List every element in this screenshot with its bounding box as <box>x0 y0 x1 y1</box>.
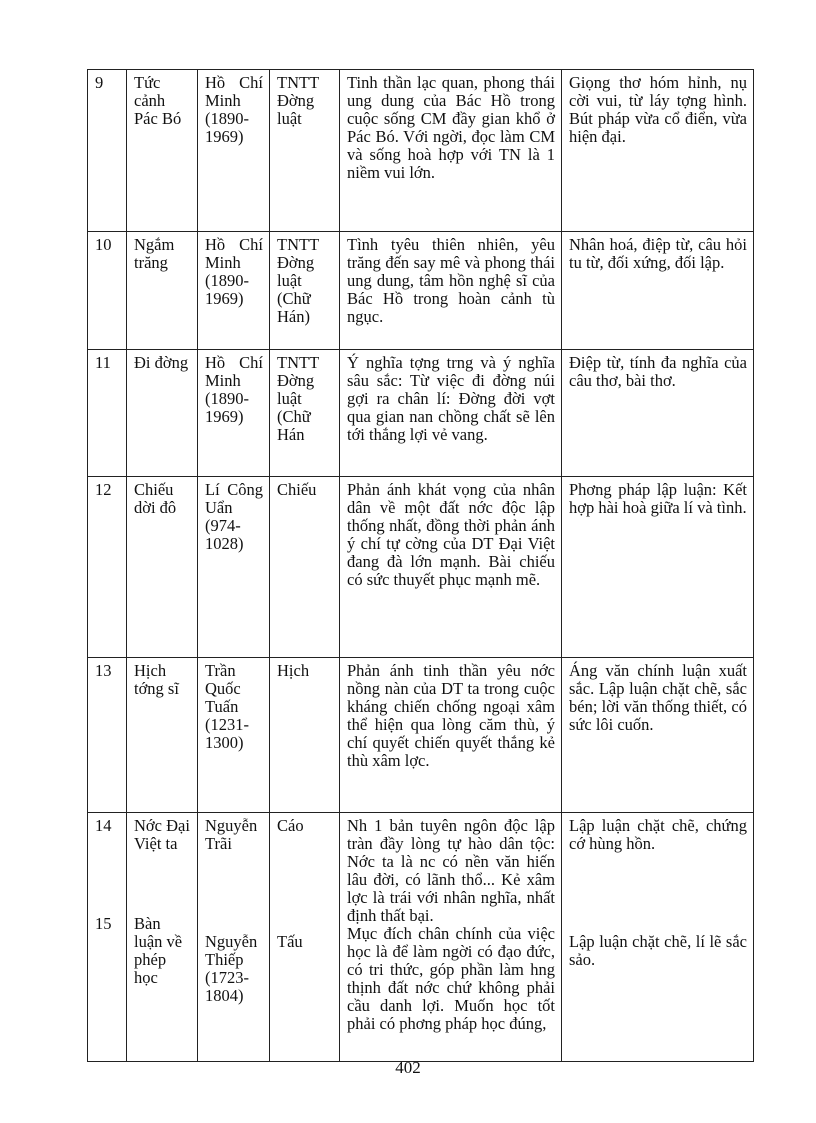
genre-cell: TNTT Đờng luật (Chữ Hán) <box>270 232 340 350</box>
work-title: Nớc Đại Việt ta <box>134 816 190 853</box>
work-title: Hịch tớng sĩ <box>127 658 198 813</box>
content-cell: Tinh thần lạc quan, phong thái ung dung của Bác Hồ trong cuộc sống CM đầy gian khổ ở Pác Bó. Với ngời, đọc làm CM và sống hoà hợp với TN là 1 niềm vui lớn. <box>340 70 562 232</box>
content-cell: Phản ánh khát vọng của nhân dân về một đất nớc độc lập thống nhất, đồng thời phản ánh ý chí tự cờng của DT Đại Việt đang đà lớn mạnh. Bài chiếu có sức thuyết phục mạnh mẽ. <box>340 477 562 658</box>
art-cell: Nhân hoá, điệp từ, câu hỏi tu từ, đối xứng, đối lập. <box>562 232 754 350</box>
work-title: Ngắm trăng <box>127 232 198 350</box>
art-cell: Phơng pháp lập luận: Kết hợp hài hoà giữa lí và tình. <box>562 477 754 658</box>
art-cell: Giọng thơ hóm hỉnh, nụ cời vui, từ láy tợng hình. Bút pháp vừa cổ điển, vừa hiện đại. <box>562 70 754 232</box>
author-cell: Lí Công Uẩn (974-1028) <box>198 477 270 658</box>
row-number: 9 <box>88 70 127 232</box>
art-cell <box>562 813 754 1062</box>
row-number: 11 <box>88 350 127 477</box>
page-number: 402 <box>395 1058 421 1077</box>
art-text: Lập luận chặt chẽ, chứng cớ hùng hồn. <box>569 816 747 853</box>
art-text: Lập luận chặt chẽ, lí lẽ sắc sảo. <box>569 932 747 969</box>
row-number: 13 <box>88 658 127 813</box>
author-cell <box>198 813 270 1062</box>
literature-summary-table <box>87 69 754 1062</box>
content-cell: Phản ánh tinh thần yêu nớc nồng nàn của DT ta trong cuộc kháng chiến chống ngoại xâm thể hiện qua lòng căm thù, ý chí quyết chiến quyết thắng kẻ thù xâm lợc. <box>340 658 562 813</box>
genre-cell <box>270 813 340 1062</box>
table-row <box>88 658 754 813</box>
work-title-cell <box>127 813 198 1062</box>
author-name: Nguyễn Trãi <box>205 816 258 853</box>
row-number-cell <box>88 813 127 1062</box>
table-row <box>88 232 754 350</box>
row-number: 10 <box>88 232 127 350</box>
table-row <box>88 350 754 477</box>
row-number: 14 <box>95 816 112 835</box>
author-cell: Hồ Chí Minh (1890-1969) <box>198 70 270 232</box>
row-number: 12 <box>88 477 127 658</box>
genre-cell: TNTT Đờng luật (Chữ Hán <box>270 350 340 477</box>
work-title: Chiếu dời đô <box>127 477 198 658</box>
content-cell: Tình tyêu thiên nhiên, yêu trăng đến say mê và phong thái ung dung, tâm hồn nghệ sĩ của Bác Hồ trong hoàn cảnh tù ngục. <box>340 232 562 350</box>
art-cell: Điệp từ, tính đa nghĩa của câu thơ, bài thơ. <box>562 350 754 477</box>
table-row <box>88 70 754 232</box>
art-cell: Áng văn chính luận xuất sắc. Lập luận chặt chẽ, sắc bén; lời văn thống thiết, có sức lôi cuốn. <box>562 658 754 813</box>
work-title: Đi đờng <box>127 350 198 477</box>
genre-cell: Chiếu <box>270 477 340 658</box>
genre-cell: Hịch <box>270 658 340 813</box>
author-cell: Hồ Chí Minh (1890-1969) <box>198 350 270 477</box>
work-title: Bàn luận về phép học <box>134 914 183 987</box>
table-row <box>88 477 754 658</box>
content-cell <box>340 813 562 1062</box>
content-text: Mục đích chân chính của việc học là để làm ngời có đạo đức, có tri thức, góp phần làm hng thịnh đất nớc chứ không phải cầu danh lợi. Muốn học tốt phải có phơng pháp học đúng, <box>347 924 555 1033</box>
genre: Cáo <box>277 816 304 835</box>
genre-cell: TNTT Đờng luật <box>270 70 340 232</box>
content-cell: Ý nghĩa tợng trng và ý nghĩa sâu sắc: Từ việc đi đờng núi gợi ra chân lí: Đờng đời vợt qua gian nan chồng chất sẽ lên tới thắng lợi vẻ vang. <box>340 350 562 477</box>
table-row-merged <box>88 813 754 1062</box>
author-name: Nguyễn Thiếp (1723-1804) <box>205 932 258 1005</box>
content-text: Nh 1 bản tuyên ngôn độc lập tràn đầy lòng tự hào dân tộc: Nớc ta là nc có nền văn hiến lâu đời, có lãnh thổ... Kẻ xâm lợc là trái với nhân nghĩa, nhất định thất bại. <box>347 817 555 925</box>
author-cell: Trần Quốc Tuấn (1231-1300) <box>198 658 270 813</box>
author-cell: Hồ Chí Minh (1890-1969) <box>198 232 270 350</box>
genre: Tấu <box>277 932 303 951</box>
work-title: Tức cảnh Pác Bó <box>127 70 198 232</box>
row-number: 15 <box>95 914 112 933</box>
